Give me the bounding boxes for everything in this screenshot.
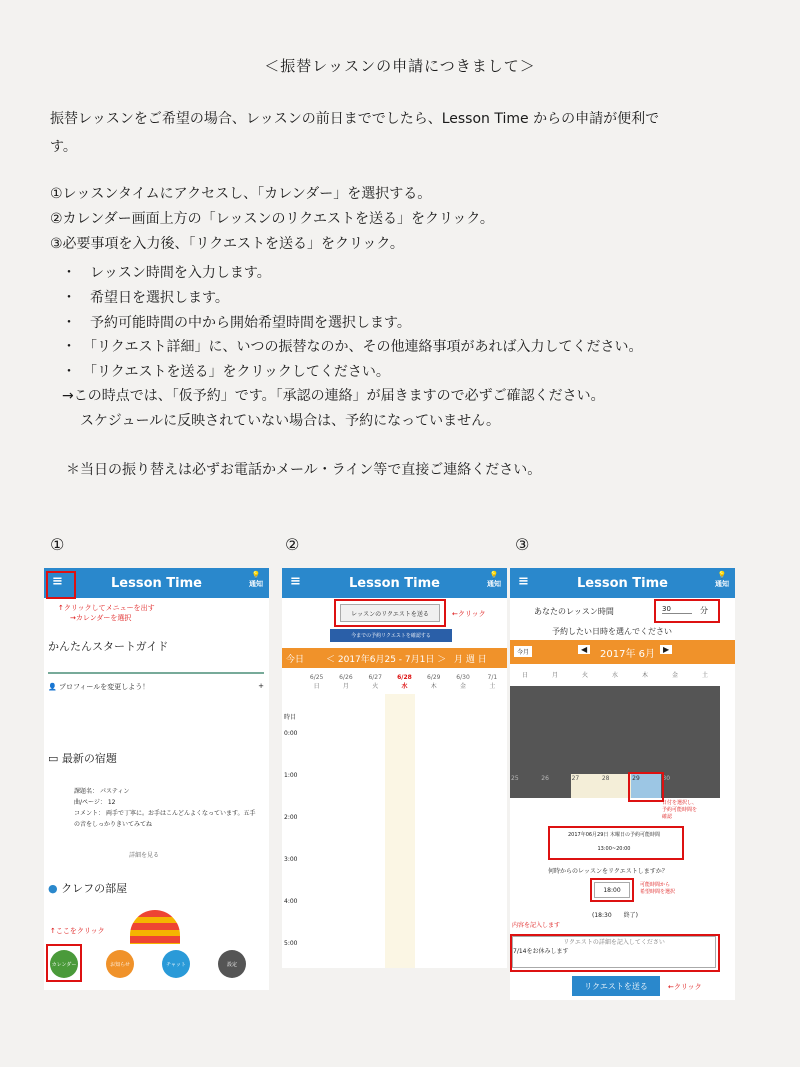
weekday: 水 <box>611 672 618 679</box>
calendar-last-row <box>510 774 720 798</box>
request-details-textarea[interactable]: リクエストの詳細を記入してください 7/14をお休みします <box>512 936 716 968</box>
annotation-start-time: 可能時間から 希望時間を選択 <box>640 882 676 895</box>
menu-icon[interactable]: ≡ <box>518 574 529 589</box>
weekday: 火 <box>581 672 588 679</box>
weekday: 月 <box>551 672 558 679</box>
homework-title: ▭ 最新の宿題 <box>48 752 117 765</box>
detail-link[interactable]: 詳細を見る <box>129 852 160 859</box>
bullet-3: ・ 予約可能時間の中から開始希望時間を選択します。 <box>62 315 411 331</box>
end-time: (18:30 終了) <box>592 912 639 919</box>
calendar-highlight <box>46 944 82 982</box>
app-header <box>282 568 507 598</box>
step-3: ③必要事項を入力後、「リクエストを送る」をクリック。 <box>50 236 404 252</box>
available-times: 2017年06月29日 木曜日の予約可能時間 13:00~20:00 <box>567 832 661 852</box>
bullet-4: ・ 「リクエスト詳細」に、いつの振替なのか、その他連絡事項があれば入力してください。 <box>62 339 643 355</box>
request-lesson-button[interactable]: レッスンのリクエストを送る <box>340 604 440 622</box>
available-highlight <box>548 826 684 860</box>
caution: ＊当日の振り替えは必ずお電話かメール・ライン等で直接ご連絡ください。 <box>66 462 542 478</box>
app-header <box>510 568 735 598</box>
day-column[interactable]: 6/26 月 <box>339 674 353 690</box>
label-1: ① <box>50 535 65 554</box>
calendar-day[interactable]: 25 <box>510 774 540 798</box>
view-toggle[interactable]: 月 週 日 <box>454 655 487 665</box>
menu-icon[interactable]: ≡ <box>52 574 63 589</box>
lesson-time-label: あなたのレッスン時間 <box>534 607 614 616</box>
app-header <box>44 568 269 598</box>
plus-icon: + <box>258 682 264 690</box>
page-title: ＜振替レッスンの申請につきまして＞ <box>264 57 536 75</box>
note-line-2: スケジュールに反映されていない場合は、予約になっていません。 <box>80 413 500 429</box>
day-column[interactable]: 7/1 土 <box>487 674 498 690</box>
homework-icon: ▭ <box>48 752 59 765</box>
pick-date-label: 予約したい日時を選んでください <box>552 627 672 636</box>
month-title: 2017年 6月 <box>600 649 655 660</box>
time-label: 4:00 <box>284 898 298 905</box>
screenshot-1 <box>44 568 269 990</box>
annotation-click-here: ↑ここをクリック <box>50 927 105 935</box>
calendar-day[interactable]: 28 <box>601 774 631 798</box>
room-title: ● クレフの部屋 <box>48 882 128 895</box>
time-header: 時目 <box>284 714 297 721</box>
annotation-select-date: 日付を選択し、 予約可能時間を 確認 <box>662 800 698 820</box>
note-line-1: →この時点では、「仮予約」です。「承認の連絡」が届きますので必ずご確認ください。 <box>62 388 605 404</box>
calendar-day[interactable] <box>692 774 720 798</box>
time-label: 3:00 <box>284 856 298 863</box>
profile-row[interactable]: 👤 プロフィールを変更しよう！ + <box>48 672 264 692</box>
step-2: ②カレンダー画面上方の「レッスンのリクエストを送る」をクリック。 <box>50 211 494 227</box>
minutes-input[interactable]: 30 <box>662 605 692 614</box>
today-column-highlight <box>385 694 415 968</box>
step-1: ①レッスンタイムにアクセスし、「カレンダー」を選択する。 <box>50 186 432 202</box>
user-icon: 👤 <box>48 683 57 691</box>
calendar-day[interactable]: 26 <box>540 774 570 798</box>
start-question: 何時からのレッスンをリクエストしますか？ <box>548 868 668 875</box>
prev-month-button[interactable]: ◀ <box>578 645 590 654</box>
weekday: 木 <box>641 672 648 679</box>
time-label: 0:00 <box>284 730 298 737</box>
day-column[interactable]: 6/29 木 <box>427 674 441 690</box>
intro-line-1: 振替レッスンをご希望の場合、レッスンの前日まででしたら、Lesson Time からの申請が便利で <box>50 111 660 127</box>
chat-circle[interactable]: チャット <box>162 950 190 978</box>
start-time-select[interactable]: 18:00 <box>594 882 630 898</box>
notify-icon[interactable]: 💡 通知 <box>715 571 729 588</box>
bullet-5: ・ 「リクエストを送る」をクリックしてください。 <box>62 364 390 380</box>
app-logo: Lesson Time <box>577 575 668 591</box>
calendar-day-selected[interactable]: 29 <box>631 774 661 798</box>
time-label: 2:00 <box>284 814 298 821</box>
homework-details: 課題名： パスティン 曲/ページ： 12 コメント： 両手で丁寧に。お手はこんどんよくなっています。五手の音をしっかりきいてみてね <box>74 788 256 828</box>
day-header <box>302 674 507 690</box>
day-column[interactable]: 6/25 日 <box>309 674 324 690</box>
bullet-1: ・ レッスン時間を入力します。 <box>62 265 271 281</box>
month-nav <box>510 640 735 664</box>
this-month-button[interactable]: 今月 <box>514 646 532 657</box>
calendar-day[interactable]: 27 <box>571 774 601 798</box>
calendar-circle[interactable]: カレンダー <box>50 950 78 978</box>
time-label: 1:00 <box>284 772 298 779</box>
annotation-calendar: →カレンダーを選択 <box>70 614 132 622</box>
intro-line-2: す。 <box>50 139 77 155</box>
annotation-details: 内容を記入します <box>512 922 561 929</box>
screenshot-3 <box>510 568 735 1000</box>
next-month-button[interactable]: ▶ <box>660 645 672 654</box>
guide-title: かんたんスタートガイド <box>48 640 169 653</box>
today-button[interactable]: 今日 <box>286 655 305 665</box>
menu-icon[interactable]: ≡ <box>290 574 301 589</box>
calendar-day[interactable]: 30 <box>661 774 691 798</box>
day-column-today[interactable]: 6/28 水 <box>397 674 412 690</box>
selected-date-highlight <box>628 772 664 802</box>
details-highlight <box>510 934 720 972</box>
clef-icon: ● <box>48 882 58 895</box>
view-requests-button[interactable]: 今までの予約リクエストを確認する <box>330 629 452 642</box>
start-time-highlight <box>590 878 634 902</box>
time-label: 5:00 <box>284 940 298 947</box>
request-highlight <box>334 599 446 627</box>
week-nav <box>282 648 507 668</box>
menu-highlight <box>46 571 76 599</box>
label-2: ② <box>285 535 300 554</box>
app-logo: Lesson Time <box>349 575 440 591</box>
annotation-menu: ↑クリックしてメニューを出す <box>58 604 155 612</box>
news-circle[interactable]: お知らせ <box>106 950 134 978</box>
settings-circle[interactable]: 設定 <box>218 950 246 978</box>
screenshot-2 <box>282 568 507 968</box>
notify-icon[interactable]: 💡 通知 <box>487 571 501 588</box>
app-logo: Lesson Time <box>111 575 202 591</box>
minutes-highlight <box>654 599 720 623</box>
day-column[interactable]: 6/27 火 <box>368 674 382 690</box>
annotation-click: ←クリック <box>452 610 486 618</box>
send-request-button[interactable]: リクエストを送る <box>572 976 660 996</box>
weekday: 土 <box>701 672 708 679</box>
bullet-2: ・ 希望日を選択します。 <box>62 290 229 306</box>
week-range[interactable]: ＜ 2017年6月25 - 7月1日 ＞ <box>326 655 447 665</box>
label-3: ③ <box>515 535 530 554</box>
day-column[interactable]: 6/30 金 <box>456 674 470 690</box>
notify-icon[interactable]: 💡 通知 <box>249 571 263 588</box>
weekday: 日 <box>521 672 528 679</box>
hat-illustration <box>130 910 180 944</box>
weekday-header <box>510 670 720 679</box>
minutes-unit: 分 <box>700 606 708 615</box>
weekday: 金 <box>671 672 678 679</box>
annotation-click: ←クリック <box>668 983 702 991</box>
